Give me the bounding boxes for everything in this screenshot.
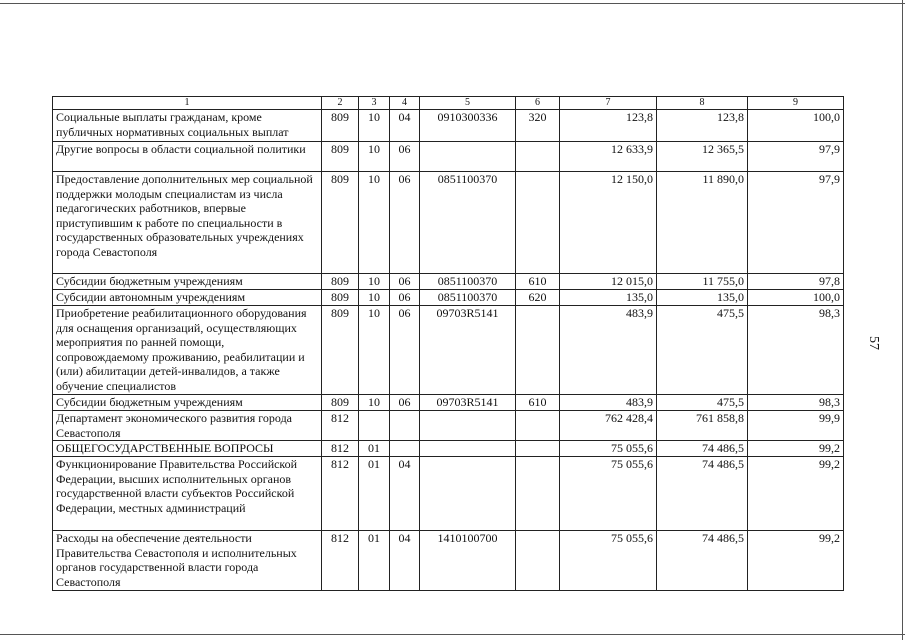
expense-type-cell [516, 411, 560, 441]
target-code-cell: 0851100370 [420, 290, 516, 306]
planned-amount-cell: 12 015,0 [560, 274, 657, 290]
dept-code-cell: 809 [322, 306, 359, 395]
expense-type-cell: 620 [516, 290, 560, 306]
subsection-code-cell: 06 [390, 306, 420, 395]
subsection-code-cell: 06 [390, 142, 420, 172]
subsection-code-cell [390, 411, 420, 441]
subsection-code-cell: 06 [390, 172, 420, 274]
section-code-cell [359, 411, 390, 441]
section-code-cell: 10 [359, 110, 390, 142]
actual-amount-cell: 12 365,5 [657, 142, 748, 172]
table-row [53, 110, 844, 142]
actual-amount-cell: 11 755,0 [657, 274, 748, 290]
target-code-cell [420, 142, 516, 172]
item-name-cell: Расходы на обеспечение деятельности Правительства Севастополя и исполнительных органов государственной власти города Севастополя [53, 531, 322, 590]
item-name-cell: Департамент экономического развития города Севастополя [53, 411, 322, 441]
expense-type-cell: 320 [516, 110, 560, 142]
dept-code-cell: 809 [322, 274, 359, 290]
table-row [53, 274, 844, 290]
section-code-cell: 01 [359, 457, 390, 531]
dept-code-cell: 809 [322, 110, 359, 142]
header-cell: 3 [359, 97, 390, 110]
percent-cell: 99,2 [748, 441, 844, 457]
item-name-cell: Приобретение реабилитационного оборудования для оснащения организаций, осуществляющих мероприятия по ранней помощи, сопровождаемому проживанию, реабилитации и (или) абилитации детей-инвалидов, а также обучение специалистов [53, 306, 322, 395]
table-row [53, 411, 844, 441]
item-name-cell: Субсидии бюджетным учреждениям [53, 274, 322, 290]
planned-amount-cell: 135,0 [560, 290, 657, 306]
header-cell: 5 [420, 97, 516, 110]
page-edge-bottom [0, 634, 905, 635]
planned-amount-cell: 483,9 [560, 306, 657, 395]
percent-cell: 99,2 [748, 531, 844, 590]
planned-amount-cell: 483,9 [560, 395, 657, 411]
table-row [53, 457, 844, 531]
section-code-cell: 01 [359, 531, 390, 590]
target-code-cell: 0851100370 [420, 274, 516, 290]
actual-amount-cell: 475,5 [657, 395, 748, 411]
percent-cell: 100,0 [748, 290, 844, 306]
target-code-cell [420, 441, 516, 457]
dept-code-cell: 809 [322, 395, 359, 411]
table-row [53, 441, 844, 457]
actual-amount-cell: 11 890,0 [657, 172, 748, 274]
dept-code-cell: 809 [322, 290, 359, 306]
actual-amount-cell: 74 486,5 [657, 457, 748, 531]
target-code-cell [420, 457, 516, 531]
dept-code-cell: 809 [322, 142, 359, 172]
subsection-code-cell: 04 [390, 531, 420, 590]
expense-type-cell [516, 531, 560, 590]
dept-code-cell: 812 [322, 531, 359, 590]
section-code-cell: 10 [359, 290, 390, 306]
page-number: 57 [866, 336, 881, 350]
subsection-code-cell: 04 [390, 110, 420, 142]
header-cell: 6 [516, 97, 560, 110]
subsection-code-cell [390, 441, 420, 457]
percent-cell: 97,9 [748, 172, 844, 274]
percent-cell: 100,0 [748, 110, 844, 142]
section-code-cell: 10 [359, 306, 390, 395]
item-name-cell: Субсидии бюджетным учреждениям [53, 395, 322, 411]
actual-amount-cell: 123,8 [657, 110, 748, 142]
actual-amount-cell: 475,5 [657, 306, 748, 395]
table-row [53, 172, 844, 274]
subsection-code-cell: 06 [390, 290, 420, 306]
item-name-cell: Функционирование Правительства Российской Федерации, высших исполнительных органов государственной власти субъектов Российской Федерации, местных администраций [53, 457, 322, 531]
page-edge-right [902, 0, 903, 640]
subsection-code-cell: 04 [390, 457, 420, 531]
subsection-code-cell: 06 [390, 395, 420, 411]
planned-amount-cell: 75 055,6 [560, 531, 657, 590]
percent-cell: 98,3 [748, 306, 844, 395]
budget-table [52, 96, 844, 591]
item-name-cell: Предоставление дополнительных мер социальной поддержки молодым специалистам из числа педагогических работников, впервые приступившим к работе по специальности в государственных образовательных учреждениях города Севастополя [53, 172, 322, 274]
table-row [53, 142, 844, 172]
dept-code-cell: 812 [322, 441, 359, 457]
dept-code-cell: 809 [322, 172, 359, 274]
target-code-cell: 0851100370 [420, 172, 516, 274]
target-code-cell [420, 411, 516, 441]
target-code-cell: 0910300336 [420, 110, 516, 142]
planned-amount-cell: 123,8 [560, 110, 657, 142]
table-row [53, 395, 844, 411]
planned-amount-cell: 12 633,9 [560, 142, 657, 172]
planned-amount-cell: 75 055,6 [560, 457, 657, 531]
section-code-cell: 10 [359, 274, 390, 290]
table-row [53, 290, 844, 306]
header-cell: 7 [560, 97, 657, 110]
item-name-cell: ОБЩЕГОСУДАРСТВЕННЫЕ ВОПРОСЫ [53, 441, 322, 457]
percent-cell: 99,2 [748, 457, 844, 531]
expense-type-cell [516, 142, 560, 172]
expense-type-cell: 610 [516, 274, 560, 290]
expense-type-cell [516, 441, 560, 457]
section-code-cell: 10 [359, 395, 390, 411]
planned-amount-cell: 75 055,6 [560, 441, 657, 457]
target-code-cell: 09703R5141 [420, 306, 516, 395]
actual-amount-cell: 761 858,8 [657, 411, 748, 441]
subsection-code-cell: 06 [390, 274, 420, 290]
expense-type-cell [516, 172, 560, 274]
table-body [53, 110, 844, 591]
header-row [53, 97, 844, 110]
target-code-cell: 1410100700 [420, 531, 516, 590]
section-code-cell: 10 [359, 172, 390, 274]
header-cell: 9 [748, 97, 844, 110]
target-code-cell: 09703R5141 [420, 395, 516, 411]
percent-cell: 98,3 [748, 395, 844, 411]
header-cell: 1 [53, 97, 322, 110]
item-name-cell: Другие вопросы в области социальной политики [53, 142, 322, 172]
section-code-cell: 10 [359, 142, 390, 172]
actual-amount-cell: 135,0 [657, 290, 748, 306]
expense-type-cell: 610 [516, 395, 560, 411]
header-cell: 2 [322, 97, 359, 110]
percent-cell: 97,9 [748, 142, 844, 172]
dept-code-cell: 812 [322, 411, 359, 441]
table-row [53, 531, 844, 590]
planned-amount-cell: 762 428,4 [560, 411, 657, 441]
actual-amount-cell: 74 486,5 [657, 531, 748, 590]
header-cell: 8 [657, 97, 748, 110]
header-cell: 4 [390, 97, 420, 110]
expense-type-cell [516, 306, 560, 395]
section-code-cell: 01 [359, 441, 390, 457]
actual-amount-cell: 74 486,5 [657, 441, 748, 457]
percent-cell: 99,9 [748, 411, 844, 441]
dept-code-cell: 812 [322, 457, 359, 531]
planned-amount-cell: 12 150,0 [560, 172, 657, 274]
table-row [53, 306, 844, 395]
expense-type-cell [516, 457, 560, 531]
item-name-cell: Субсидии автономным учреждениям [53, 290, 322, 306]
page-edge-top [0, 3, 905, 4]
percent-cell: 97,8 [748, 274, 844, 290]
item-name-cell: Социальные выплаты гражданам, кроме публичных нормативных социальных выплат [53, 110, 322, 142]
